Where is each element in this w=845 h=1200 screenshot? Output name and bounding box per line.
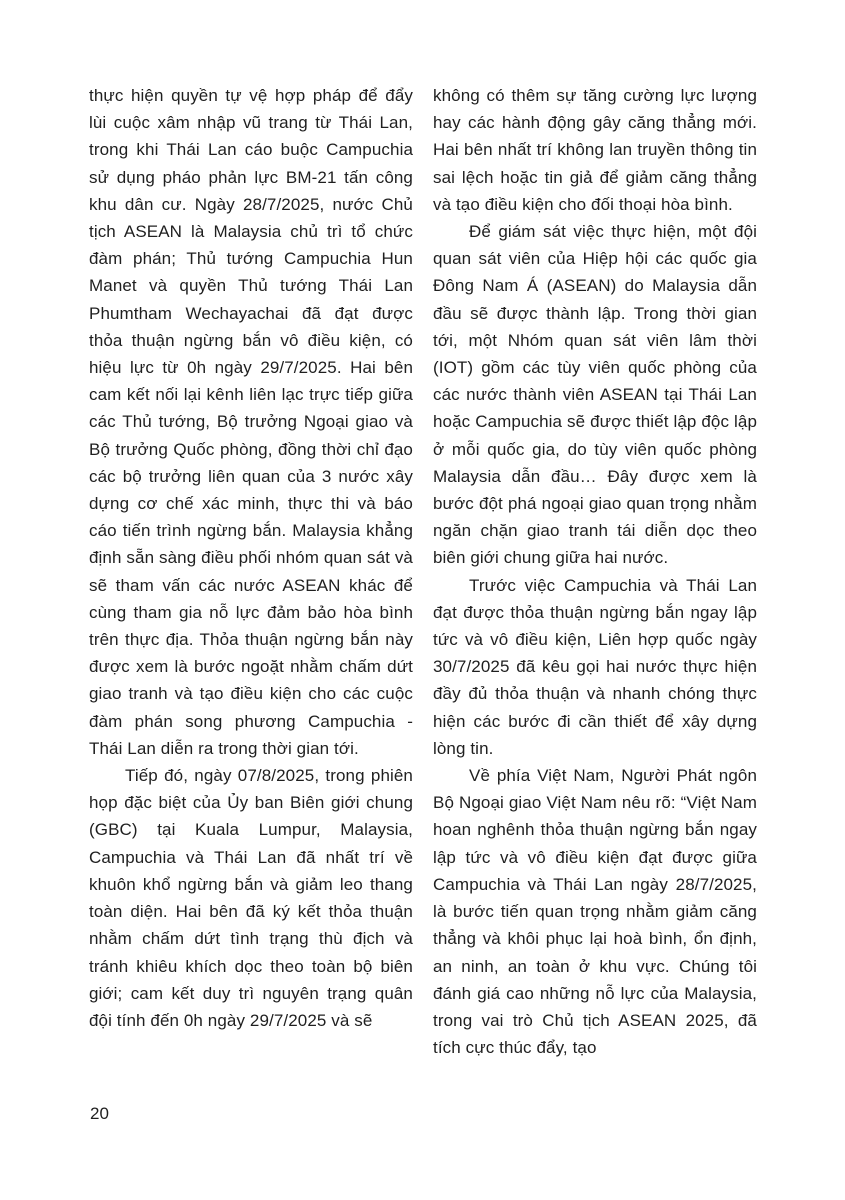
- paragraph: thực hiện quyền tự vệ hợp pháp để đẩy lùi cuộc xâm nhập vũ trang từ Thái Lan, trong khi Thái Lan cáo buộc Campuchia sử dụng pháo phản lực BM-21 tấn công khu dân cư. Ngày 28/7/2025, nước Chủ tịch ASEAN là Malaysia chủ trì tổ chức đàm phán; Thủ tướng Campuchia Hun Manet và quyền Thủ tướng Thái Lan Phumtham Wechayachai đã đạt được thỏa thuận ngừng bắn vô điều kiện, có hiệu lực từ 0h ngày 29/7/2025. Hai bên cam kết nối lại kênh liên lạc trực tiếp giữa các Thủ tướng, Bộ trưởng Ngoại giao và Bộ trưởng Quốc phòng, đồng thời chỉ đạo các bộ trưởng liên quan của 3 nước xây dựng cơ chế xác minh, thực thi và báo cáo tiến trình ngừng bắn. Malaysia khẳng định sẵn sàng điều phối nhóm quan sát và sẽ tham vấn các nước ASEAN khác để cùng tham gia nỗ lực đảm bảo hòa bình trên thực địa. Thỏa thuận ngừng bắn này được xem là bước ngoặt nhằm chấm dứt giao tranh và tạo điều kiện cho các cuộc đàm phán song phương Campuchia - Thái Lan diễn ra trong thời gian tới.: [89, 86, 413, 758]
- paragraph: Về phía Việt Nam, Người Phát ngôn Bộ Ngoại giao Việt Nam nêu rõ: “Việt Nam hoan nghênh thỏa thuận ngừng bắn ngay lập tức và vô điều kiện đạt được giữa Campuchia và Thái Lan ngày 28/7/2025, là bước tiến quan trọng nhằm giảm căng thẳng và khôi phục lại hoà bình, ổn định, an ninh, an toàn ở khu vực. Chúng tôi đánh giá cao những nỗ lực của Malaysia, trong vai trò Chủ tịch ASEAN 2025, đã tích cực thúc đẩy, tạo: [433, 766, 757, 1058]
- two-column-text-block: [89, 82, 758, 1061]
- paragraph: Tiếp đó, ngày 07/8/2025, trong phiên họp đặc biệt của Ủy ban Biên giới chung (GBC) tại Kuala Lumpur, Malaysia, Campuchia và Thái Lan đã nhất trí về khuôn khổ ngừng bắn và giảm leo thang toàn diện. Hai bên đã ký kết thỏa thuận nhằm chấm dứt tình trạng thù địch và tránh khiêu khích dọc theo toàn bộ biên giới; cam kết duy trì nguyên trạng quân đội tính đến 0h ngày 29/7/2025 và sẽ: [89, 766, 413, 1030]
- paragraph: Trước việc Campuchia và Thái Lan đạt được thỏa thuận ngừng bắn ngay lập tức và vô điều kiện, Liên hợp quốc ngày 30/7/2025 đã kêu gọi hai nước thực hiện đầy đủ thỏa thuận và nhanh chóng thực hiện các bước đi cần thiết để xây dựng lòng tin.: [433, 575, 757, 758]
- paragraph: không có thêm sự tăng cường lực lượng hay các hành động gây căng thẳng mới. Hai bên nhất trí không lan truyền thông tin sai lệch hoặc tin giả để giảm căng thẳng và tạo điều kiện cho đối thoại hòa bình.: [433, 86, 757, 214]
- paragraph: Để giám sát việc thực hiện, một đội quan sát viên của Hiệp hội các quốc gia Đông Nam Á (ASEAN) do Malaysia dẫn đầu sẽ được thành lập. Trong thời gian tới, một Nhóm quan sát viên lâm thời (IOT) gồm các tùy viên quốc phòng của các nước thành viên ASEAN tại Thái Lan hoặc Campuchia sẽ được thiết lập độc lập ở mỗi quốc gia, do tùy viên quốc phòng Malaysia dẫn đầu… Đây được xem là bước đột phá ngoại giao quan trọng nhằm ngăn chặn giao tranh tái diễn dọc theo biên giới chung giữa hai nước.: [433, 222, 757, 568]
- page-number: 20: [90, 1104, 109, 1123]
- right-column: [433, 82, 757, 1061]
- left-column: [89, 82, 413, 1061]
